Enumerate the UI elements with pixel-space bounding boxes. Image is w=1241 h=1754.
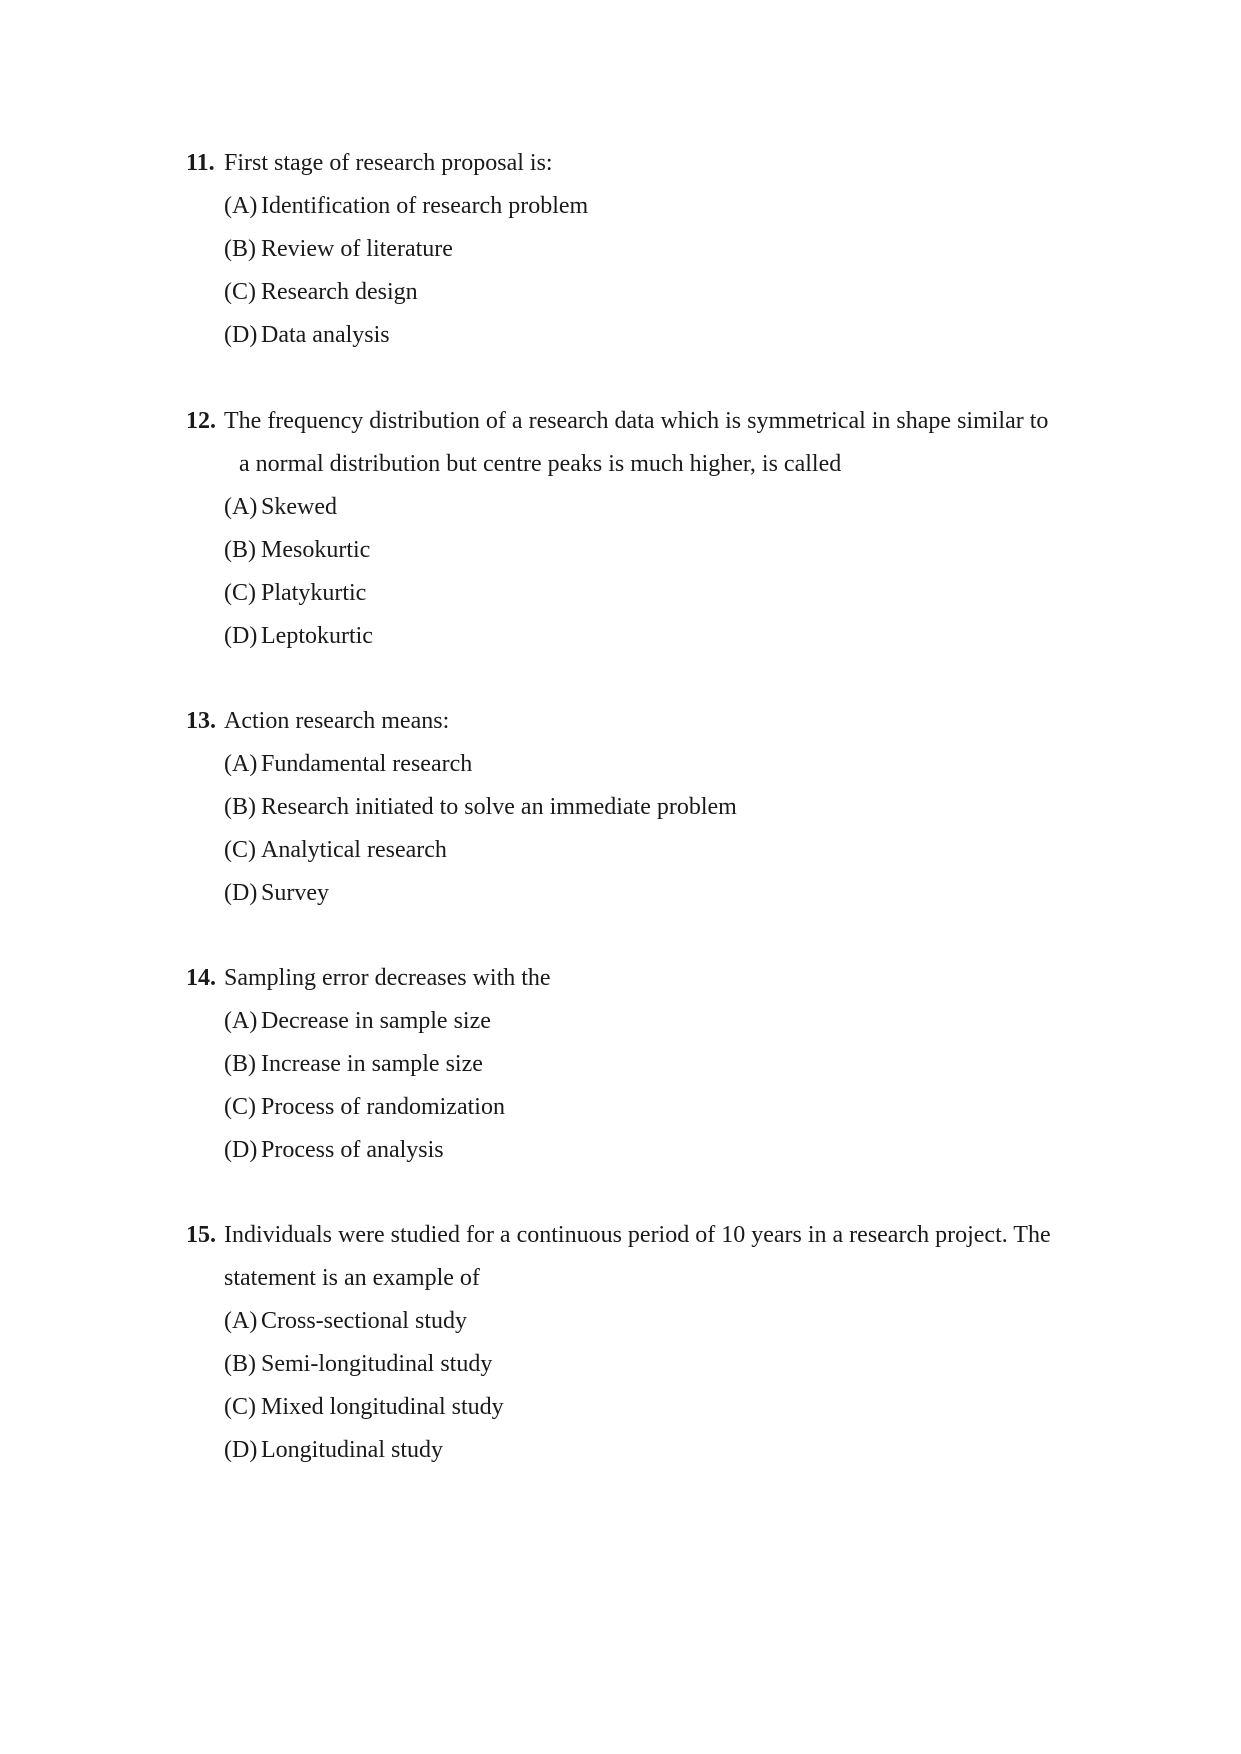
option-a [186,486,1086,529]
option-a [186,1000,1086,1043]
option-letter: (D) [224,880,258,906]
question-number: 12. [186,408,216,434]
option-letter: (B) [224,1051,256,1077]
option-a [186,1300,1086,1343]
question-text: Sampling error decreases with the [224,965,551,991]
option-text: Research initiated to solve an immediate problem [261,794,737,820]
option-a [186,743,1086,786]
question-stem [186,400,1086,443]
option-letter: (D) [224,623,258,649]
question-stem [186,700,1086,743]
question-stem [186,1214,1086,1257]
option-letter: (A) [224,751,258,777]
option-c [186,829,1086,872]
question-text: First stage of research proposal is: [224,150,553,176]
question-11 [186,142,1086,357]
option-b [186,1043,1086,1086]
option-text: Process of randomization [261,1094,505,1120]
question-number: 11. [186,150,215,176]
option-text: Cross-sectional study [261,1308,467,1334]
question-number: 14. [186,965,216,991]
option-letter: (D) [224,1137,258,1163]
option-text: Decrease in sample size [261,1008,491,1034]
option-text: Longitudinal study [261,1437,443,1463]
option-text: Research design [261,279,418,305]
option-letter: (C) [224,1394,256,1420]
question-text: statement is an example of [224,1265,480,1291]
option-b [186,786,1086,829]
question-number: 13. [186,708,216,734]
option-letter: (D) [224,1437,258,1463]
option-text: Data analysis [261,322,390,348]
option-letter: (A) [224,1008,258,1034]
option-text: Increase in sample size [261,1051,483,1077]
question-stem-continued [186,443,1086,486]
question-14 [186,957,1086,1172]
question-text: Individuals were studied for a continuous period of 10 years in a research project. The [224,1222,1051,1248]
question-text: The frequency distribution of a research data which is symmetrical in shape similar to [224,408,1049,434]
option-d [186,314,1086,357]
option-b [186,1343,1086,1386]
option-letter: (B) [224,236,256,262]
option-b [186,228,1086,271]
question-number: 15. [186,1222,216,1248]
option-d [186,1429,1086,1472]
option-letter: (B) [224,1351,256,1377]
option-letter: (D) [224,322,258,348]
option-text: Mesokurtic [261,537,371,563]
option-text: Fundamental research [261,751,473,777]
option-letter: (A) [224,193,258,219]
question-13 [186,700,1086,915]
option-text: Review of literature [261,236,453,262]
option-text: Platykurtic [261,580,367,606]
option-text: Mixed longitudinal study [261,1394,504,1420]
option-letter: (B) [224,537,256,563]
option-letter: (C) [224,580,256,606]
option-letter: (C) [224,1094,256,1120]
question-text: a normal distribution but centre peaks is much higher, is called [239,451,842,477]
option-text: Leptokurtic [261,623,373,649]
option-text: Analytical research [261,837,447,863]
question-text: Action research means: [224,708,450,734]
option-c [186,1086,1086,1129]
option-d [186,1129,1086,1172]
option-letter: (A) [224,494,258,520]
option-text: Survey [261,880,329,906]
option-b [186,529,1086,572]
option-letter: (A) [224,1308,258,1334]
option-letter: (B) [224,794,256,820]
option-d [186,872,1086,915]
question-stem [186,957,1086,1000]
option-a [186,185,1086,228]
question-12 [186,400,1086,658]
question-15 [186,1214,1086,1472]
question-stem-continued [186,1257,1086,1300]
option-letter: (C) [224,837,256,863]
option-c [186,271,1086,314]
option-text: Semi-longitudinal study [261,1351,493,1377]
option-text: Skewed [261,494,337,520]
option-c [186,572,1086,615]
option-letter: (C) [224,279,256,305]
option-d [186,615,1086,658]
question-stem [186,142,1086,185]
option-text: Identification of research problem [261,193,589,219]
option-c [186,1386,1086,1429]
option-text: Process of analysis [261,1137,444,1163]
